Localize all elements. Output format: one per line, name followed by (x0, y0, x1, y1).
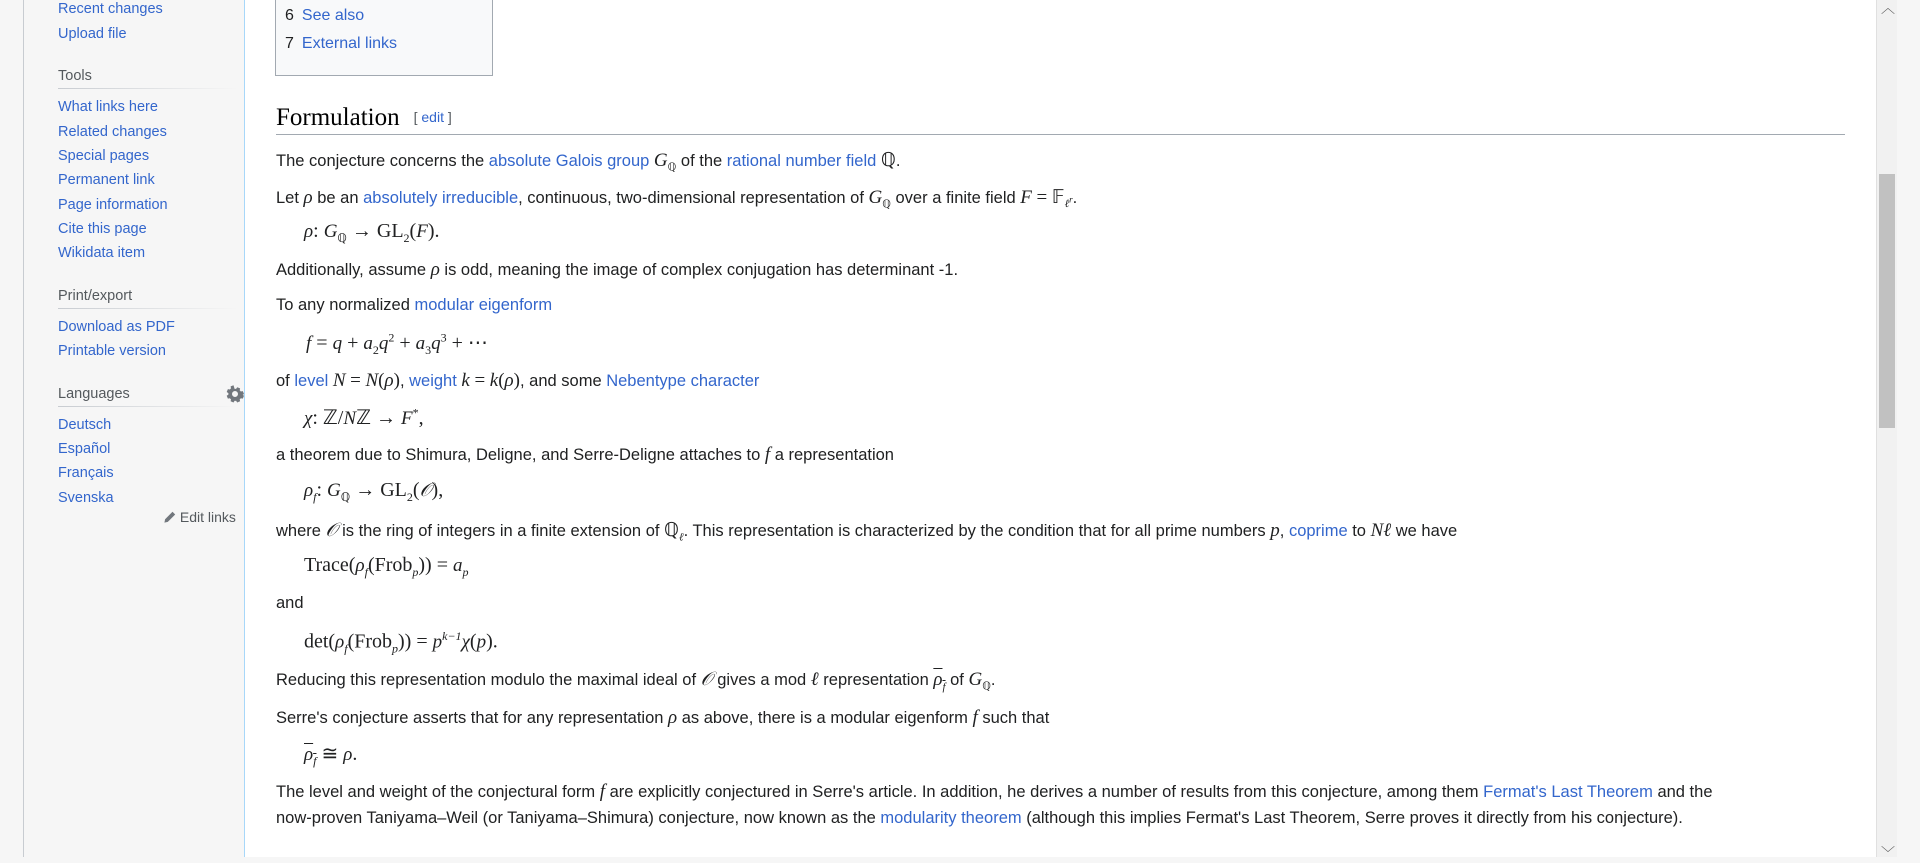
sidebar-item-download-pdf[interactable]: Download as PDF (58, 319, 175, 335)
scroll-down-arrow-icon[interactable]: ﹀ (1881, 845, 1895, 861)
paragraph-4: To any normalized modular eigenform (276, 296, 553, 314)
link-nebentype-character[interactable]: Nebentype character (606, 372, 760, 390)
section-title: Formulation (276, 104, 400, 131)
article-content (244, 0, 1877, 857)
section-heading (276, 104, 452, 132)
sidebar-item-lang-espanol[interactable]: Español (58, 441, 111, 457)
tools-divider (58, 88, 238, 89)
math-eigenform: $f = q + a_2q^2 + a_3q^3$ + ⋯ (306, 330, 488, 357)
sidebar-item-what-links-here[interactable]: What links here (58, 99, 158, 115)
paragraph-8: and (276, 594, 304, 612)
link-absolute-galois-group[interactable]: absolute Galois group (488, 152, 650, 170)
heading-divider (276, 134, 1845, 135)
paragraph-11: The level and weight of the conjectural form f are explicitly conjectured in Serre's article. In addition, he derives a number of results from this conjecture, among them Fermat's Last Theorem and the (276, 781, 1713, 802)
paragraph-1: The conjecture concerns the absolute Galois group $G_ℚ$ of the rational number field ℚ. (276, 150, 901, 174)
paragraph-10: Serre's conjecture asserts that for any representation ρ as above, there is a modular eigenform f such that (276, 707, 1050, 728)
sidebar-item-wikidata-item[interactable]: Wikidata item (58, 245, 146, 261)
paragraph-6: a theorem due to Shimura, Deligne, and Serre-Deligne attaches to f a representation (276, 444, 894, 465)
toc-link-external-links[interactable]: External links (301, 35, 398, 52)
toc-item-see-also[interactable]: 6 See also (285, 7, 365, 24)
gear-icon[interactable] (225, 384, 245, 404)
edit-links-label: Edit links (179, 509, 236, 525)
print-export-heading: Print/export (58, 288, 133, 304)
link-modular-eigenform[interactable]: modular eigenform (414, 296, 553, 314)
link-rational-number-field[interactable]: rational number field (726, 152, 877, 170)
section-edit: [ edit ] (413, 109, 452, 125)
sidebar-item-lang-deutsch[interactable]: Deutsch (58, 417, 112, 433)
link-coprime[interactable]: coprime (1288, 522, 1348, 540)
paragraph-7: where 𝒪 is the ring of integers in a finite extension of ℚ$_\ell$. This representation is characterized by the condition that for all prime numbers p, coprime to Nℓ we have (276, 520, 1458, 544)
math-congruence: $\rho_f$ ≅ ρ. (304, 743, 358, 768)
tools-heading: Tools (58, 68, 92, 84)
math-rho-map: ρ: $G_ℚ \to GL_2(F)$. (304, 220, 440, 245)
paragraph-5: of level N = N(ρ), weight k = k(ρ), and some Nebentype character (276, 370, 760, 391)
sidebar-item-cite-this-page[interactable]: Cite this page (58, 221, 147, 237)
scroll-up-arrow-icon[interactable]: ︿ (1881, 0, 1895, 16)
sidebar (24, 0, 244, 857)
math-trace: $Trace(\rho_f(Frob_p)) = a_p$ (304, 554, 469, 579)
math-character: χ: ℤ/Nℤ → F*, (304, 405, 424, 429)
paragraph-2: Let ρ be an absolutely irreducible, continuous, two-dimensional representation of $G_ℚ$ over a finite field F = 𝔽$_{\ell^r}$. (276, 187, 1078, 211)
sidebar-item-printable-version[interactable]: Printable version (58, 343, 166, 359)
left-margin (0, 0, 24, 857)
edit-links-button[interactable] (164, 509, 236, 525)
toc-item-external-links[interactable]: 7 External links (285, 35, 398, 52)
sidebar-item-lang-svenska[interactable]: Svenska (58, 490, 114, 506)
section-edit-link[interactable]: edit (421, 109, 444, 125)
languages-heading: Languages (58, 386, 130, 402)
link-modularity-theorem[interactable]: modularity theorem (880, 809, 1022, 827)
link-fermats-last-theorem[interactable]: Fermat's Last Theorem (1483, 783, 1653, 801)
languages-divider (58, 406, 238, 407)
link-absolutely-irreducible[interactable]: absolutely irreducible (363, 189, 519, 207)
toc-link-see-also[interactable]: See also (301, 7, 365, 24)
sidebar-item-related-changes[interactable]: Related changes (58, 124, 167, 140)
sidebar-item-lang-francais[interactable]: Français (58, 465, 114, 481)
link-level[interactable]: level (294, 372, 329, 390)
paragraph-12: now-proven Taniyama–Weil (or Taniyama–Shimura) conjecture, now known as the modularity theorem (although this implies Fermat's Last Theorem, Serre proves it directly from his conjecture). (276, 809, 1683, 827)
pencil-icon (164, 511, 176, 523)
vertical-scrollbar[interactable] (1876, 0, 1897, 857)
scrollbar-thumb[interactable] (1879, 174, 1895, 428)
math-determinant: $\det(\rho_f(Frob_p)) = p^{k-1}\chi(p)$. (304, 629, 498, 656)
paragraph-9: Reducing this representation modulo the maximal ideal of 𝒪 gives a mod ℓ representation $\rho_f$ of $G_ℚ$. (276, 669, 996, 693)
sidebar-item-special-pages[interactable]: Special pages (58, 148, 150, 164)
link-weight[interactable]: weight (409, 372, 457, 390)
math-rho-f: $\rho_f$: $G_ℚ$ → $GL_2(𝒪)$, (304, 479, 444, 504)
sidebar-item-page-information[interactable]: Page information (58, 197, 168, 213)
table-of-contents (275, 0, 493, 76)
sidebar-item-permanent-link[interactable]: Permanent link (58, 172, 155, 188)
sidebar-item-upload-file[interactable]: Upload file (58, 26, 127, 42)
sidebar-item-recent-changes[interactable]: Recent changes (58, 1, 163, 17)
paragraph-3: Additionally, assume ρ is odd, meaning the image of complex conjugation has determinant -1. (276, 259, 959, 280)
print-export-divider (58, 308, 238, 309)
right-margin (1897, 0, 1920, 857)
